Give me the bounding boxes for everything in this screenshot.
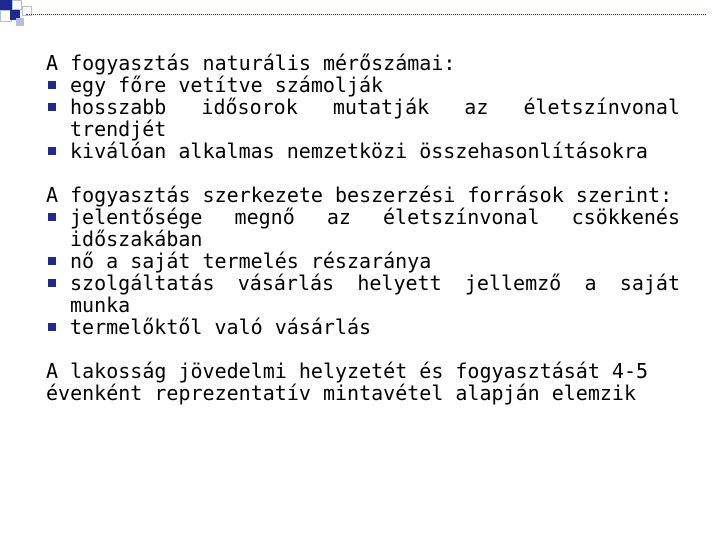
square-bullet-icon — [48, 147, 56, 155]
bullet-list — [46, 206, 680, 338]
decor-square — [16, 18, 24, 26]
closing-paragraph: A lakosság jövedelmi helyzetét és fogyasztását 4-5 évenként reprezentatív mintavétel alapján elemzik — [46, 359, 649, 405]
list-item-text: jelentősége megnő az életszínvonal csökkenés időszakában — [70, 205, 680, 251]
list-item — [46, 316, 680, 338]
square-bullet-icon — [48, 323, 56, 331]
list-item — [46, 272, 680, 316]
list-item-text: egy főre vetítve számolják — [70, 73, 384, 97]
list-item — [46, 96, 680, 140]
section-closing — [46, 360, 680, 404]
decor-square — [12, 0, 22, 10]
decor-square — [0, 0, 12, 10]
list-item-text: termelőktől való vásárlás — [70, 315, 372, 339]
header-decoration — [0, 0, 60, 40]
square-bullet-icon — [48, 103, 56, 111]
square-bullet-icon — [48, 81, 56, 89]
slide-content — [46, 52, 680, 404]
section-naturalis — [46, 52, 680, 162]
section-szerkezet — [46, 184, 680, 338]
list-item-text: szolgáltatás vásárlás helyett jellemző a saját munka — [70, 271, 680, 317]
section-heading: A fogyasztás naturális mérőszámai: — [46, 51, 456, 75]
list-item-text: hosszabb idősorok mutatják az életszínvonal trendjét — [70, 95, 680, 141]
square-bullet-icon — [48, 279, 56, 287]
square-bullet-icon — [48, 257, 56, 265]
list-item-text: nő a saját termelés részaránya — [70, 249, 432, 273]
bullet-list — [46, 74, 680, 162]
list-item-text: kiválóan alkalmas nemzetközi összehasonlításokra — [70, 139, 648, 163]
list-item — [46, 140, 680, 162]
list-item — [46, 74, 680, 96]
square-bullet-icon — [48, 213, 56, 221]
section-heading: A fogyasztás szerkezete beszerzési források szerint: — [46, 183, 673, 207]
header-dotted-line — [26, 14, 706, 15]
list-item — [46, 250, 680, 272]
list-item — [46, 206, 680, 250]
